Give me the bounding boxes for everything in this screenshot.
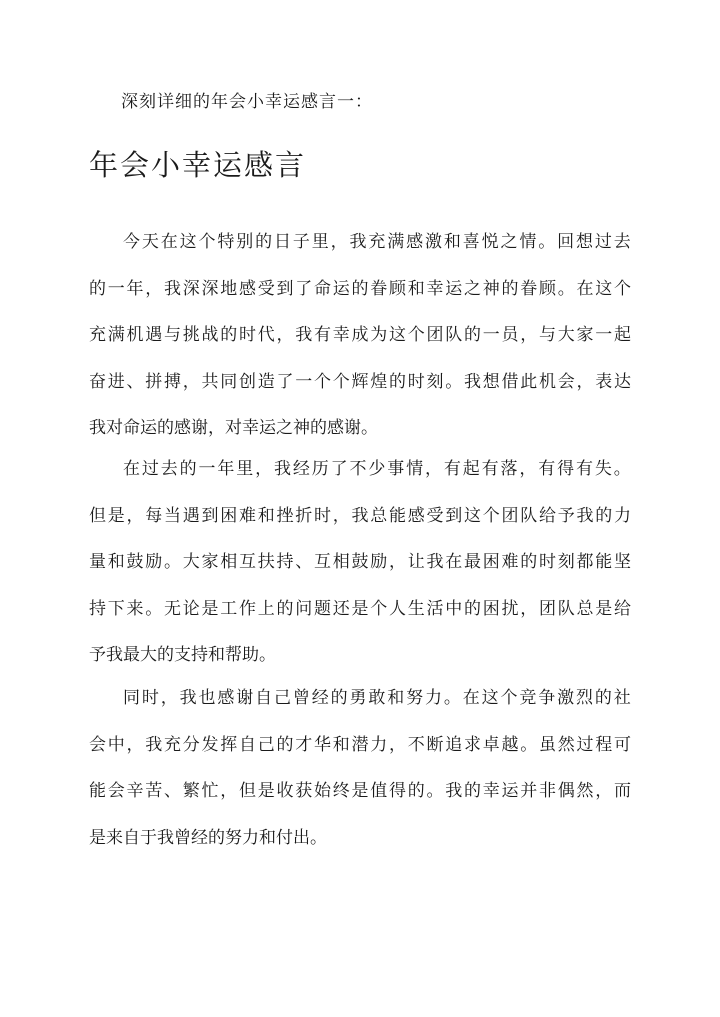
page-title: 年会小幸运感言 [89,148,307,182]
paragraph-line: 充 满 机 遇 与 挑 战 的 时 代 ， 我 有 幸 成 为 这 个 团 队 的 一 员 ， 与 大 家 一 起 [89,325,631,345]
paragraph-line: 能 会 辛 苦 、 繁 忙 ， 但 是 收 获 始 终 是 值 得 的 。 我 的 幸 运 并 非 偶 然 ， 而 [89,781,631,801]
paragraph-line: 但 是 ， 每 当 遇 到 困 难 和 挫 折 时 ， 我 总 能 感 受 到 这 个 团 队 给 予 我 的 力 [89,505,631,526]
intro-line: 深刻详细的年会小幸运感言一： [121,92,373,112]
paragraph-line: 是来自于我曾经的努力和付出。 [89,827,327,848]
paragraph-line: 持 下 来 。 无 论 是 工 作 上 的 问 题 还 是 个 人 生 活 中 的 困 扰 ， 团 队 总 是 给 [89,598,631,619]
paragraph-line: 同 时 ， 我 也 感 谢 自 己 曾 经 的 勇 敢 和 努 力 。 在 这 个 竞 争 激 烈 的 社 [123,688,631,708]
paragraph-2 [89,446,631,679]
paragraph-line: 会 中 ， 我 充 分 发 挥 自 己 的 才 华 和 潜 力 ， 不 断 追 求 卓 越 。 虽 然 过 程 可 [89,734,631,755]
paragraph-line: 奋 进 、 拼 搏 ， 共 同 创 造 了 一 个 个 辉 煌 的 时 刻 。 我 想 借 此 机 会 ， 表 达 [89,371,631,392]
paragraph-1 [89,219,631,452]
paragraph-3 [89,675,631,861]
paragraph-line: 在 过 去 的 一 年 里 ， 我 经 历 了 不 少 事 情 ， 有 起 有 落 ， 有 得 有 失 。 [123,459,631,479]
paragraph-line: 量 和 鼓 励 。 大 家 相 互 扶 持 、 互 相 鼓 励 ， 让 我 在 最 困 难 的 时 刻 都 能 坚 [89,552,631,572]
paragraph-line: 的 一 年 ， 我 深 深 地 感 受 到 了 命 运 的 眷 顾 和 幸 运 之 神 的 眷 顾 。 在 这 个 [89,278,631,299]
paragraph-line: 今 天 在 这 个 特 别 的 日 子 里 ， 我 充 满 感 激 和 喜 悦 之 情 。 回 想 过 去 [123,232,631,252]
paragraph-line: 我对命运的感谢，对幸运之神的感谢。 [89,418,378,438]
paragraph-line: 予我最大的支持和帮助。 [89,645,276,665]
